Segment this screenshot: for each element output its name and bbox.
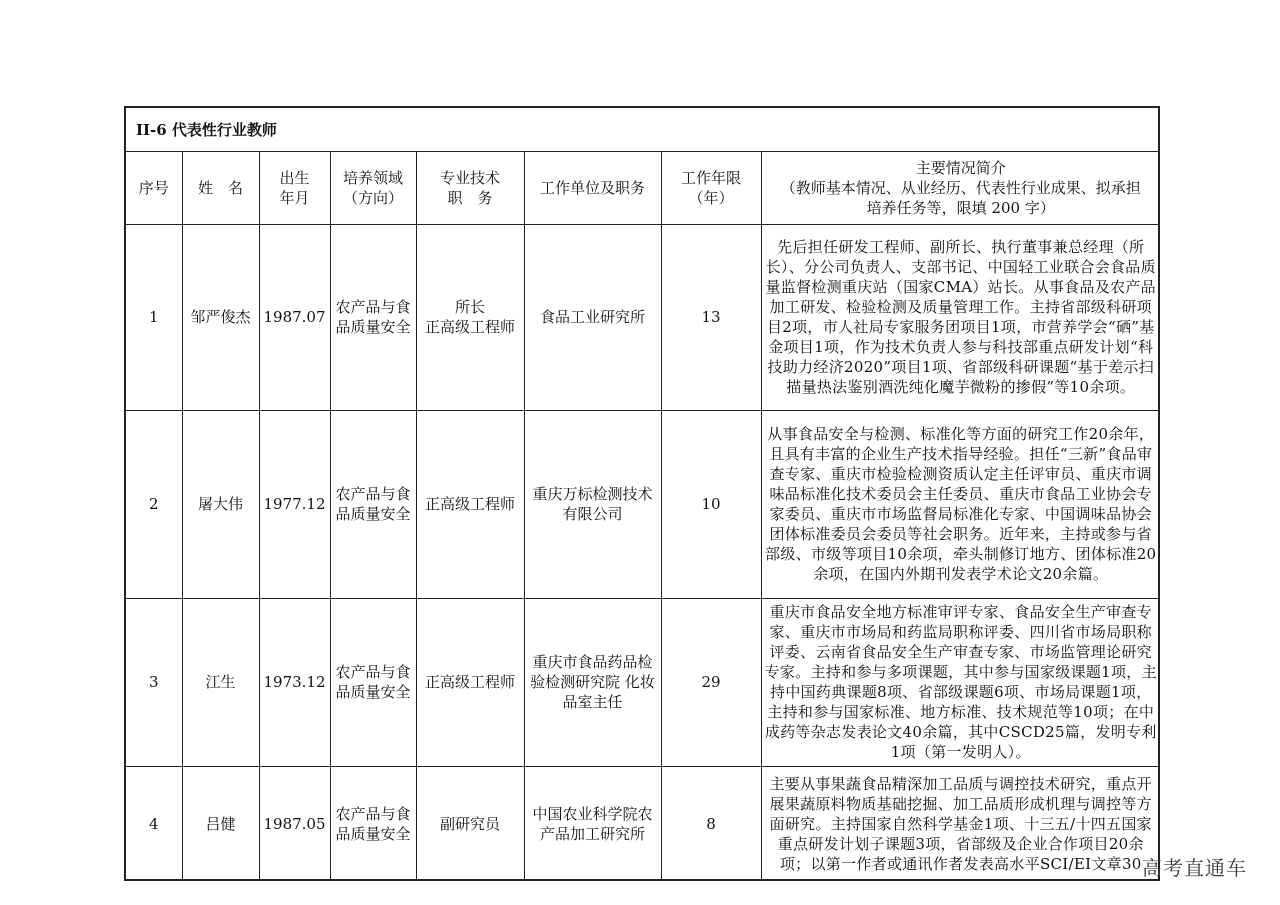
row-seq: 4 xyxy=(126,766,182,881)
header-row xyxy=(126,152,1160,224)
row-name: 屠大伟 xyxy=(182,410,259,598)
table-row xyxy=(126,410,1160,598)
row-field: 农产品与食 品质量安全 xyxy=(330,224,416,410)
row-name: 邹严俊杰 xyxy=(182,224,259,410)
header-seq: 序号 xyxy=(126,152,182,224)
roster-sheet xyxy=(124,106,1160,881)
row-birth: 1977.12 xyxy=(259,410,330,598)
table-row xyxy=(126,598,1160,766)
table-row xyxy=(126,766,1160,881)
table-row xyxy=(126,224,1160,410)
section-title: II-6 代表性行业教师 xyxy=(126,108,1158,152)
row-title: 正高级工程师 xyxy=(416,410,524,598)
row-seq: 3 xyxy=(126,598,182,766)
row-unit: 食品工业研究所 xyxy=(524,224,661,410)
row-title: 副研究员 xyxy=(416,766,524,881)
row-summary: 先后担任研发工程师、副所长、执行董事兼总经理（所长）、分公司负责人、支部书记、中国轻工业联合会食品质量监督检测重庆站（国家CMA）站长。从事食品及农产品加工研发、检验检测及质量管理工作。主持省部级科研项目2项，市人社局专家服务团项目1项，市营养学会“硒”基金项目1项，作为技术负责人参与科技部重点研发计划“科技助力经济2020”项目1项、省部级科研课题“基于差示扫描量热法鉴别酒洗纯化魔芋微粉的掺假”等10余项。 xyxy=(761,224,1160,410)
row-name: 吕健 xyxy=(182,766,259,881)
header-summary: 主要情况简介 （教师基本情况、从业经历、代表性行业成果、拟承担 培养任务等，限填 200 字） xyxy=(761,152,1160,224)
row-years: 29 xyxy=(661,598,761,766)
header-field: 培养领域 （方向） xyxy=(330,152,416,224)
row-summary: 从事食品安全与检测、标准化等方面的研究工作20余年，且具有丰富的企业生产技术指导经验。担任“三新”食品审查专家、重庆市检验检测资质认定主任评审员、重庆市调味品标准化技术委员会主任委员、重庆市食品工业协会专家委员、重庆市市场监督局标准化专家、中国调味品协会团体标准委员会委员等社会职务。近年来，主持或参与省部级、市级等项目10余项，牵头制修订地方、团体标准20余项，在国内外期刊发表学术论文20余篇。 xyxy=(761,410,1160,598)
row-years: 10 xyxy=(661,410,761,598)
watermark-text: 高考直通车 xyxy=(1142,856,1247,880)
row-field: 农产品与食 品质量安全 xyxy=(330,410,416,598)
row-birth: 1973.12 xyxy=(259,598,330,766)
row-summary: 主要从事果蔬食品精深加工品质与调控技术研究，重点开展果蔬原料物质基础挖掘、加工品质形成机理与调控等方面研究。主持国家自然科学基金1项、十三五/十四五国家重点研发计划子课题3项，省部级及企业合作项目20余项；以第一作者或通讯作者发表高水平SCI/EI文章30 xyxy=(761,766,1160,881)
row-unit: 中国农业科学院农 产品加工研究所 xyxy=(524,766,661,881)
row-unit: 重庆万标检测技术 有限公司 xyxy=(524,410,661,598)
row-summary: 重庆市食品安全地方标准审评专家、食品安全生产审查专家、重庆市市场局和药监局职称评委、四川省市场局职称评委、云南省食品安全生产审查专家、市场监管理论研究专家。主持和参与多项课题，其中参与国家级课题1项，主持中国药典课题8项、省部级课题6项、市场局课题1项，主持和参与国家标准、地方标准、技术规范等10项；在中成药等杂志发表论文40余篇，其中CSCD25篇，发明专利1项（第一发明人）。 xyxy=(761,598,1160,766)
row-seq: 1 xyxy=(126,224,182,410)
row-years: 8 xyxy=(661,766,761,881)
row-unit: 重庆市食品药品检 验检测研究院 化妆 品室主任 xyxy=(524,598,661,766)
header-title: 专业技术 职 务 xyxy=(416,152,524,224)
row-title: 所长 正高级工程师 xyxy=(416,224,524,410)
row-field: 农产品与食 品质量安全 xyxy=(330,766,416,881)
row-birth: 1987.05 xyxy=(259,766,330,881)
header-name: 姓 名 xyxy=(182,152,259,224)
row-birth: 1987.07 xyxy=(259,224,330,410)
row-years: 13 xyxy=(661,224,761,410)
header-years: 工作年限 （年） xyxy=(661,152,761,224)
row-seq: 2 xyxy=(126,410,182,598)
header-birth: 出生 年月 xyxy=(259,152,330,224)
row-title: 正高级工程师 xyxy=(416,598,524,766)
row-field: 农产品与食 品质量安全 xyxy=(330,598,416,766)
header-unit: 工作单位及职务 xyxy=(524,152,661,224)
row-name: 江生 xyxy=(182,598,259,766)
teacher-table xyxy=(126,152,1160,881)
